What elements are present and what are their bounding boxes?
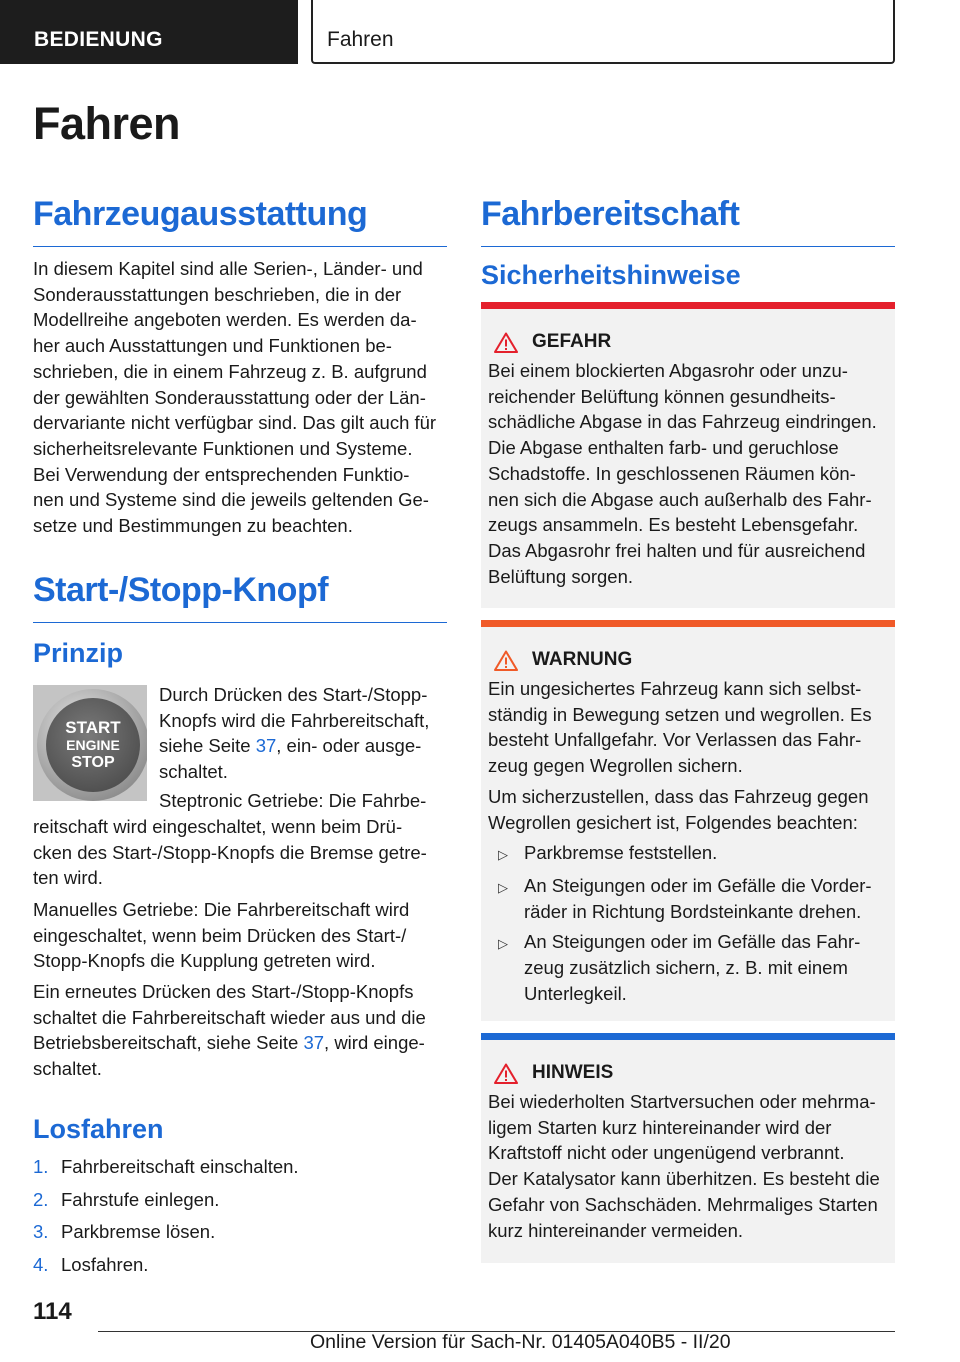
text-line: Ein ungesichertes Fahrzeug kann sich selbst- bbox=[488, 678, 862, 699]
text-line: kurz hintereinander vermeiden. bbox=[488, 1219, 744, 1241]
list-item bbox=[488, 929, 887, 1006]
warning-triangle-icon bbox=[494, 650, 518, 671]
section-start-stopp-knopf bbox=[33, 571, 447, 623]
heading-fahrzeugausstattung: Fahrzeugausstattung bbox=[33, 195, 447, 247]
heading-sicherheitshinweise: Sicherheitshinweise bbox=[481, 260, 741, 290]
alert-hinweis-label: HINWEIS bbox=[532, 1062, 614, 1083]
heading-fahrbereitschaft: Fahrbereitschaft bbox=[481, 195, 895, 247]
text-line: zeug gegen Wegrollen sichern. bbox=[488, 755, 743, 777]
ausstattung-paragraph bbox=[33, 256, 453, 539]
text-line: ständig in Bewegung setzen und wegrollen. Es bbox=[488, 703, 872, 725]
alert-hinweis-bar bbox=[481, 1033, 895, 1040]
step-text: Fahrbereitschaft einschalten. bbox=[61, 1156, 299, 1177]
text-fragment: Betriebsbereitschaft, siehe Seite bbox=[33, 1032, 304, 1054]
text-line: zeugs ansammeln. Es besteht Lebensgefahr. bbox=[488, 514, 859, 536]
text-line: An Steigungen oder im Gefälle das Fahr- bbox=[524, 931, 861, 953]
step-number: 2. bbox=[33, 1188, 49, 1210]
prinzip-paragraph-1 bbox=[159, 682, 451, 785]
text-line: Unterlegkeil. bbox=[524, 982, 627, 1004]
text-line bbox=[159, 733, 451, 759]
alert-gefahr-label: GEFAHR bbox=[532, 331, 612, 352]
section-fahrbereitschaft bbox=[481, 195, 895, 247]
prinzip-paragraph-3 bbox=[33, 897, 453, 974]
text-line: her auch Ausstattungen und Funktionen be- bbox=[33, 335, 392, 357]
text-line: In diesem Kapitel sind alle Serien-, Länder- und bbox=[33, 258, 423, 279]
text-line: setze und Bestimmungen zu beachten. bbox=[33, 515, 353, 537]
text-line: Steptronic Getriebe: Die Fahrbe- bbox=[159, 790, 427, 811]
alert-gefahr-header bbox=[488, 328, 887, 356]
list-item bbox=[33, 1249, 447, 1282]
text-line: schrieben, die in einem Fahrzeug z. B. aufgrund bbox=[33, 360, 427, 382]
text-line: Modellreihe angeboten werden. Es werden da- bbox=[33, 309, 417, 331]
text-line bbox=[33, 1030, 453, 1056]
start-stop-button-image bbox=[33, 685, 147, 801]
bullet-triangle-icon: ▷ bbox=[498, 879, 508, 895]
text-line: schädliche Abgase in das Fahrzeug eindringen. bbox=[488, 411, 877, 433]
text-line: Bei einem blockierten Abgasrohr oder unzu- bbox=[488, 360, 848, 381]
text-line: dervariante nicht verfügbar sind. Das gilt auch für bbox=[33, 412, 437, 434]
alert-gefahr bbox=[481, 302, 895, 608]
text-line: ten wird. bbox=[33, 867, 103, 889]
text-line: Manuelles Getriebe: Die Fahrbereitschaft wird bbox=[33, 899, 410, 920]
list-item bbox=[33, 1216, 447, 1249]
text-line: Sonderausstattungen beschrieben, die in der bbox=[33, 283, 402, 305]
text-line: sicherheitsrelevante Funktionen und Systeme. bbox=[33, 437, 413, 459]
heading-prinzip: Prinzip bbox=[33, 638, 124, 668]
button-label-engine: ENGINE bbox=[66, 737, 120, 753]
text-fragment: , ein- oder ausge- bbox=[276, 735, 422, 757]
step-text: Parkbremse lösen. bbox=[61, 1221, 216, 1243]
heading-start-stopp-knopf: Start-/Stopp-Knopf bbox=[33, 571, 447, 623]
text-line: Schadstoffe. In geschlossenen Räumen kön- bbox=[488, 462, 856, 484]
text-line: zeug zusätzlich sichern, z. B. mit einem bbox=[524, 957, 848, 979]
text-line: Parkbremse feststellen. bbox=[524, 842, 718, 864]
text-line: reichender Belüftung können gesundheits- bbox=[488, 385, 836, 407]
list-item bbox=[33, 1151, 447, 1184]
page-number: 114 bbox=[33, 1298, 72, 1325]
start-stop-button-icon bbox=[33, 685, 147, 801]
alert-warnung bbox=[481, 620, 895, 1021]
bullet-triangle-icon: ▷ bbox=[498, 847, 508, 863]
text-fragment: , wird einge- bbox=[324, 1032, 425, 1054]
losfahren-steps-list bbox=[33, 1151, 447, 1282]
text-line: Durch Drücken des Start-/Stopp- bbox=[159, 684, 428, 705]
step-number: 1. bbox=[33, 1156, 49, 1177]
text-line: Kraftstoff nicht oder ungenügend verbrannt. bbox=[488, 1142, 845, 1164]
text-line: eingeschaltet, wenn beim Drücken des Start-/ bbox=[33, 924, 407, 946]
text-line: schaltet. bbox=[159, 761, 228, 783]
text-line: Um sicherzustellen, dass das Fahrzeug gegen bbox=[488, 785, 869, 807]
page-link-37[interactable]: 37 bbox=[255, 735, 277, 757]
text-line: nen sich die Abgase auch außerhalb des Fahr- bbox=[488, 488, 872, 510]
text-line: besteht Unfallgefahr. Vor Verlassen das Fahr- bbox=[488, 729, 862, 751]
text-line: An Steigungen oder im Gefälle die Vorder- bbox=[524, 874, 872, 896]
text-line: Das Abgasrohr frei halten und für ausreichend bbox=[488, 539, 866, 561]
text-line: Knopfs wird die Fahrbereitschaft, bbox=[159, 709, 430, 731]
button-label-stop: STOP bbox=[71, 754, 115, 771]
text-line: der gewählten Sonderausstattung oder der Län- bbox=[33, 386, 426, 408]
text-line: Ein erneutes Drücken des Start-/Stopp-Knopfs bbox=[33, 981, 414, 1002]
section-fahrzeugausstattung bbox=[33, 195, 447, 247]
text-line: schaltet. bbox=[33, 1058, 102, 1080]
warning-triangle-icon bbox=[494, 1063, 518, 1084]
step-text: Losfahren. bbox=[61, 1254, 149, 1276]
list-item bbox=[33, 1184, 447, 1217]
text-line: reitschaft wird eingeschaltet, wenn beim Drü- bbox=[33, 816, 403, 837]
text-line: nen und Systeme sind die jeweils geltenden Ge- bbox=[33, 489, 429, 511]
text-line: Stopp-Knopfs die Kupplung getreten wird. bbox=[33, 950, 376, 972]
header-chapter-tab bbox=[311, 0, 895, 64]
step-text: Fahrstufe einlegen. bbox=[61, 1188, 220, 1210]
text-line: Bei Verwendung der entsprechenden Funktio- bbox=[33, 463, 410, 485]
alert-gefahr-bar bbox=[481, 302, 895, 309]
text-line: Die Abgase enthalten farb- und geruchlose bbox=[488, 437, 839, 459]
footer-online-version: Online Version für Sach-Nr. 01405A040B5 - II/20 bbox=[310, 1331, 731, 1353]
text-line: räder in Richtung Bordsteinkante drehen. bbox=[524, 900, 862, 922]
prinzip-paragraph-2-first bbox=[159, 788, 451, 814]
text-line: Wegrollen gesichert ist, Folgendes beachten: bbox=[488, 811, 858, 833]
text-line: Bei wiederholten Startversuchen oder mehrma- bbox=[488, 1091, 876, 1112]
page-link-37[interactable]: 37 bbox=[303, 1032, 325, 1054]
header-section-tab bbox=[0, 0, 298, 64]
list-item bbox=[488, 873, 887, 924]
text-fragment: siehe Seite bbox=[159, 735, 256, 757]
step-number: 3. bbox=[33, 1221, 49, 1243]
text-line: Belüftung sorgen. bbox=[488, 565, 634, 587]
text-line: schaltet die Fahrbereitschaft wieder aus und die bbox=[33, 1006, 426, 1028]
page-title: Fahren bbox=[33, 98, 181, 149]
list-item bbox=[488, 840, 887, 868]
prinzip-paragraph-2 bbox=[33, 814, 453, 891]
step-number: 4. bbox=[33, 1254, 49, 1276]
alert-warnung-label: WARNUNG bbox=[532, 649, 633, 670]
heading-losfahren: Losfahren bbox=[33, 1114, 164, 1144]
alert-hinweis-header bbox=[488, 1059, 887, 1087]
prinzip-paragraph-4 bbox=[33, 979, 453, 1082]
alert-warnung-header bbox=[488, 646, 887, 674]
button-label-start: START bbox=[65, 718, 121, 737]
text-line: ligem Starten kurz hintereinander wird der bbox=[488, 1116, 832, 1138]
alert-warnung-bar bbox=[481, 620, 895, 627]
text-line: Der Katalysator kann überhitzen. Es besteht die bbox=[488, 1168, 880, 1190]
bullet-triangle-icon: ▷ bbox=[498, 936, 508, 952]
warning-triangle-icon bbox=[494, 332, 518, 353]
text-line: cken des Start-/Stopp-Knopfs die Bremse getre- bbox=[33, 841, 427, 863]
alert-hinweis bbox=[481, 1033, 895, 1263]
header-chapter-label: Fahren bbox=[327, 28, 394, 51]
header-section-label: BEDIENUNG bbox=[34, 28, 163, 51]
text-line: Gefahr von Sachschäden. Mehrmaliges Starten bbox=[488, 1193, 878, 1215]
